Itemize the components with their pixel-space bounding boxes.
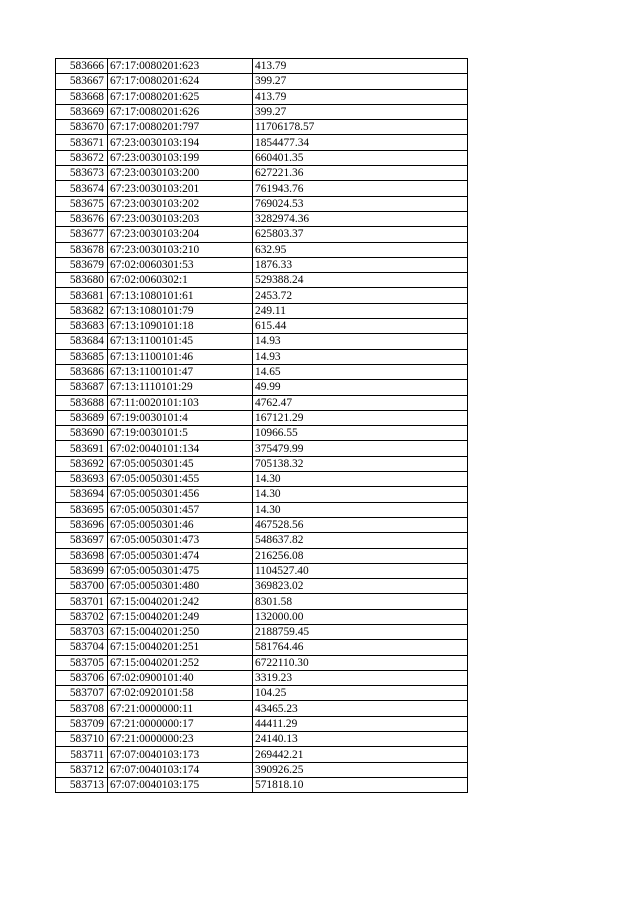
cadastral-number-cell: 67:15:0040201:251 (108, 640, 253, 655)
value-cell: 581764.46 (253, 640, 468, 655)
value-cell: 660401.35 (253, 150, 468, 165)
row-id-cell: 583698 (56, 548, 108, 563)
row-id-cell: 583691 (56, 441, 108, 456)
cadastral-number-cell: 67:11:0020101:103 (108, 395, 253, 410)
table-row (56, 364, 468, 379)
row-id-cell: 583673 (56, 166, 108, 181)
row-id-cell: 583699 (56, 563, 108, 578)
table-row (56, 135, 468, 150)
table-row (56, 181, 468, 196)
value-cell: 548637.82 (253, 533, 468, 548)
row-id-cell: 583697 (56, 533, 108, 548)
cadastral-number-cell: 67:13:1090101:18 (108, 319, 253, 334)
value-cell: 2188759.45 (253, 624, 468, 639)
cadastral-number-cell: 67:05:0050301:45 (108, 456, 253, 471)
cadastral-number-cell: 67:23:0030103:202 (108, 196, 253, 211)
row-id-cell: 583700 (56, 579, 108, 594)
row-id-cell: 583709 (56, 716, 108, 731)
row-id-cell: 583678 (56, 242, 108, 257)
table-row (56, 487, 468, 502)
row-id-cell: 583689 (56, 410, 108, 425)
value-cell: 1876.33 (253, 257, 468, 272)
row-id-cell: 583667 (56, 74, 108, 89)
table-row (56, 609, 468, 624)
value-cell: 529388.24 (253, 273, 468, 288)
cadastral-number-cell: 67:02:0900101:40 (108, 670, 253, 685)
cadastral-number-cell: 67:05:0050301:473 (108, 533, 253, 548)
row-id-cell: 583682 (56, 303, 108, 318)
row-id-cell: 583688 (56, 395, 108, 410)
value-cell: 249.11 (253, 303, 468, 318)
cadastral-number-cell: 67:13:1100101:46 (108, 349, 253, 364)
value-cell: 14.93 (253, 334, 468, 349)
table-row (56, 732, 468, 747)
cadastral-number-cell: 67:13:1080101:61 (108, 288, 253, 303)
row-id-cell: 583674 (56, 181, 108, 196)
cadastral-number-cell: 67:21:0000000:23 (108, 732, 253, 747)
row-id-cell: 583683 (56, 319, 108, 334)
table-row (56, 441, 468, 456)
value-cell: 269442.21 (253, 747, 468, 762)
value-cell: 104.25 (253, 686, 468, 701)
value-cell: 399.27 (253, 74, 468, 89)
table-row (56, 472, 468, 487)
value-cell: 3319.23 (253, 670, 468, 685)
value-cell: 167121.29 (253, 410, 468, 425)
cadastral-number-cell: 67:05:0050301:457 (108, 502, 253, 517)
row-id-cell: 583693 (56, 472, 108, 487)
cadastral-number-cell: 67:23:0030103:204 (108, 227, 253, 242)
value-cell: 1104527.40 (253, 563, 468, 578)
table-row (56, 410, 468, 425)
row-id-cell: 583672 (56, 150, 108, 165)
cadastral-number-cell: 67:05:0050301:456 (108, 487, 253, 502)
cadastral-number-cell: 67:21:0000000:11 (108, 701, 253, 716)
row-id-cell: 583696 (56, 517, 108, 532)
row-id-cell: 583703 (56, 624, 108, 639)
cadastral-number-cell: 67:05:0050301:475 (108, 563, 253, 578)
table-row (56, 211, 468, 226)
cadastral-number-cell: 67:13:1100101:45 (108, 334, 253, 349)
row-id-cell: 583668 (56, 89, 108, 104)
row-id-cell: 583690 (56, 426, 108, 441)
row-id-cell: 583706 (56, 670, 108, 685)
value-cell: 705138.32 (253, 456, 468, 471)
value-cell: 2453.72 (253, 288, 468, 303)
cadastral-number-cell: 67:15:0040201:252 (108, 655, 253, 670)
row-id-cell: 583712 (56, 762, 108, 777)
table-row (56, 762, 468, 777)
value-cell: 632.95 (253, 242, 468, 257)
row-id-cell: 583686 (56, 364, 108, 379)
table-row (56, 563, 468, 578)
cadastral-number-cell: 67:05:0050301:480 (108, 579, 253, 594)
table-row (56, 426, 468, 441)
cadastral-number-cell: 67:15:0040201:249 (108, 609, 253, 624)
table-row (56, 303, 468, 318)
value-cell: 399.27 (253, 104, 468, 119)
value-cell: 3282974.36 (253, 211, 468, 226)
table-row (56, 686, 468, 701)
value-cell: 44411.29 (253, 716, 468, 731)
value-cell: 14.30 (253, 472, 468, 487)
cadastral-number-cell: 67:07:0040103:173 (108, 747, 253, 762)
cadastral-number-cell: 67:23:0030103:199 (108, 150, 253, 165)
value-cell: 413.79 (253, 59, 468, 74)
row-id-cell: 583713 (56, 777, 108, 792)
table-row (56, 227, 468, 242)
table-row (56, 548, 468, 563)
cadastral-number-cell: 67:05:0050301:474 (108, 548, 253, 563)
cadastral-number-cell: 67:17:0080201:624 (108, 74, 253, 89)
row-id-cell: 583684 (56, 334, 108, 349)
table-row (56, 89, 468, 104)
value-cell: 467528.56 (253, 517, 468, 532)
cadastral-number-cell: 67:23:0030103:203 (108, 211, 253, 226)
row-id-cell: 583711 (56, 747, 108, 762)
cadastral-number-cell: 67:17:0080201:625 (108, 89, 253, 104)
row-id-cell: 583666 (56, 59, 108, 74)
table-row (56, 319, 468, 334)
table-row (56, 349, 468, 364)
table-row (56, 640, 468, 655)
table-row (56, 59, 468, 74)
value-cell: 14.65 (253, 364, 468, 379)
row-id-cell: 583675 (56, 196, 108, 211)
row-id-cell: 583681 (56, 288, 108, 303)
value-cell: 615.44 (253, 319, 468, 334)
cadastral-number-cell: 67:17:0080201:623 (108, 59, 253, 74)
row-id-cell: 583704 (56, 640, 108, 655)
table-row (56, 716, 468, 731)
row-id-cell: 583669 (56, 104, 108, 119)
cadastral-number-cell: 67:19:0030101:5 (108, 426, 253, 441)
cadastral-number-cell: 67:23:0030103:194 (108, 135, 253, 150)
table-row (56, 273, 468, 288)
table-row (56, 196, 468, 211)
row-id-cell: 583680 (56, 273, 108, 288)
table-row (56, 624, 468, 639)
row-id-cell: 583671 (56, 135, 108, 150)
table-row (56, 380, 468, 395)
value-cell: 4762.47 (253, 395, 468, 410)
table-row (56, 456, 468, 471)
value-cell: 43465.23 (253, 701, 468, 716)
value-cell: 627221.36 (253, 166, 468, 181)
value-cell: 24140.13 (253, 732, 468, 747)
data-table (55, 58, 468, 793)
cadastral-number-cell: 67:23:0030103:210 (108, 242, 253, 257)
table-row (56, 579, 468, 594)
cadastral-number-cell: 67:17:0080201:797 (108, 120, 253, 135)
table-row (56, 120, 468, 135)
row-id-cell: 583705 (56, 655, 108, 670)
cadastral-number-cell: 67:07:0040103:175 (108, 777, 253, 792)
cadastral-number-cell: 67:23:0030103:200 (108, 166, 253, 181)
table-row (56, 502, 468, 517)
row-id-cell: 583685 (56, 349, 108, 364)
value-cell: 14.93 (253, 349, 468, 364)
cadastral-number-cell: 67:23:0030103:201 (108, 181, 253, 196)
table-row (56, 166, 468, 181)
table-row (56, 74, 468, 89)
value-cell: 8301.58 (253, 594, 468, 609)
value-cell: 571818.10 (253, 777, 468, 792)
table-row (56, 747, 468, 762)
value-cell: 14.30 (253, 502, 468, 517)
row-id-cell: 583708 (56, 701, 108, 716)
table-row (56, 334, 468, 349)
value-cell: 413.79 (253, 89, 468, 104)
value-cell: 769024.53 (253, 196, 468, 211)
cadastral-number-cell: 67:02:0920101:58 (108, 686, 253, 701)
value-cell: 11706178.57 (253, 120, 468, 135)
table-row (56, 288, 468, 303)
value-cell: 216256.08 (253, 548, 468, 563)
table-row (56, 104, 468, 119)
table-row (56, 395, 468, 410)
value-cell: 375479.99 (253, 441, 468, 456)
row-id-cell: 583687 (56, 380, 108, 395)
table-row (56, 533, 468, 548)
row-id-cell: 583702 (56, 609, 108, 624)
table-row (56, 242, 468, 257)
value-cell: 6722110.30 (253, 655, 468, 670)
cadastral-number-cell: 67:15:0040201:242 (108, 594, 253, 609)
row-id-cell: 583694 (56, 487, 108, 502)
cadastral-number-cell: 67:21:0000000:17 (108, 716, 253, 731)
cadastral-number-cell: 67:02:0060302:1 (108, 273, 253, 288)
value-cell: 369823.02 (253, 579, 468, 594)
table-row (56, 655, 468, 670)
value-cell: 14.30 (253, 487, 468, 502)
cadastral-number-cell: 67:05:0050301:46 (108, 517, 253, 532)
row-id-cell: 583679 (56, 257, 108, 272)
cadastral-number-cell: 67:17:0080201:626 (108, 104, 253, 119)
row-id-cell: 583707 (56, 686, 108, 701)
cadastral-number-cell: 67:02:0060301:53 (108, 257, 253, 272)
cadastral-number-cell: 67:13:1100101:47 (108, 364, 253, 379)
value-cell: 625803.37 (253, 227, 468, 242)
cadastral-number-cell: 67:19:0030101:4 (108, 410, 253, 425)
row-id-cell: 583695 (56, 502, 108, 517)
table-row (56, 670, 468, 685)
cadastral-number-cell: 67:07:0040103:174 (108, 762, 253, 777)
row-id-cell: 583710 (56, 732, 108, 747)
cadastral-number-cell: 67:13:1110101:29 (108, 380, 253, 395)
value-cell: 132000.00 (253, 609, 468, 624)
cadastral-number-cell: 67:02:0040101:134 (108, 441, 253, 456)
table-row (56, 777, 468, 792)
value-cell: 390926.25 (253, 762, 468, 777)
table-row (56, 150, 468, 165)
table-row (56, 594, 468, 609)
value-cell: 761943.76 (253, 181, 468, 196)
table-body (56, 59, 468, 793)
cadastral-number-cell: 67:15:0040201:250 (108, 624, 253, 639)
row-id-cell: 583670 (56, 120, 108, 135)
cadastral-number-cell: 67:13:1080101:79 (108, 303, 253, 318)
value-cell: 49.99 (253, 380, 468, 395)
table-row (56, 257, 468, 272)
table-row (56, 701, 468, 716)
row-id-cell: 583676 (56, 211, 108, 226)
row-id-cell: 583692 (56, 456, 108, 471)
value-cell: 10966.55 (253, 426, 468, 441)
cadastral-number-cell: 67:05:0050301:455 (108, 472, 253, 487)
value-cell: 1854477.34 (253, 135, 468, 150)
table-row (56, 517, 468, 532)
row-id-cell: 583677 (56, 227, 108, 242)
row-id-cell: 583701 (56, 594, 108, 609)
